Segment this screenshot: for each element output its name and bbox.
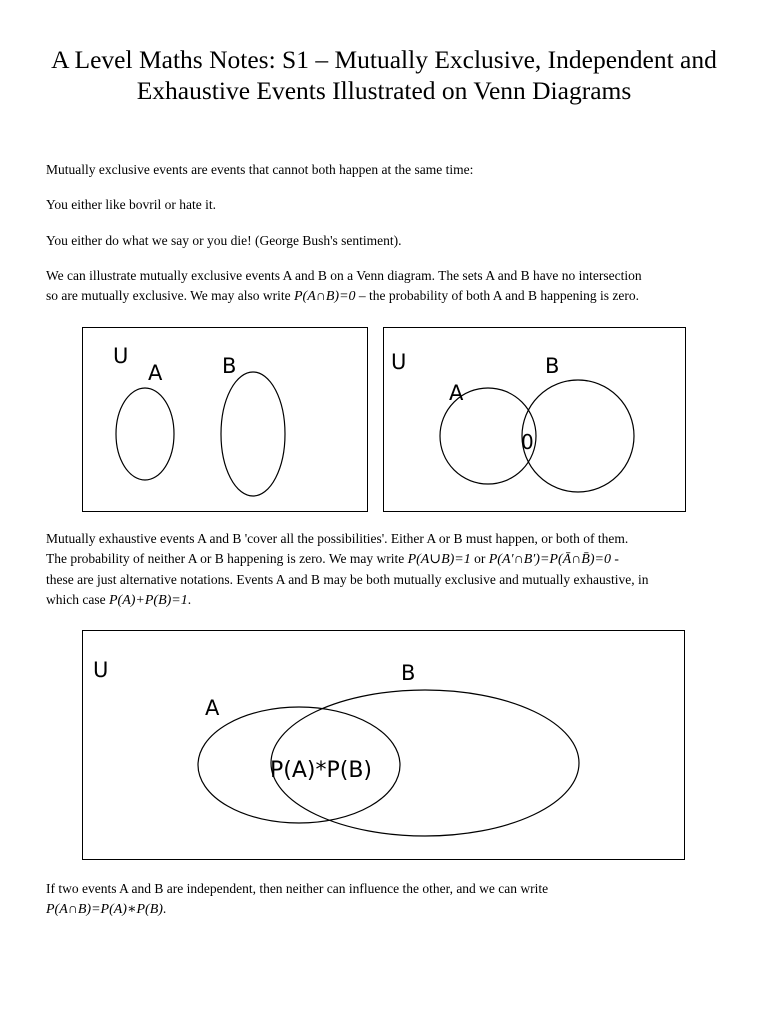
venn-diagram-independent — [82, 630, 685, 860]
paragraph-exhaustive-line-2 — [46, 549, 726, 570]
set-b-label: B — [222, 354, 237, 378]
page-title-line-1: A Level Maths Notes: S1 – Mutually Exclusive, Independent and — [51, 45, 717, 74]
paragraph-bovril-example: You either like bovril or hate it. — [46, 197, 216, 212]
paragraph-exhaustive-line-3: these are just alternative notations. Events A and B may be both mutually exclusive and mutually exhaustive, in — [46, 572, 649, 587]
text-run: so are mutually exclusive. We may also write — [46, 288, 291, 303]
paragraph-venn-intro — [46, 266, 726, 307]
text-run: which case — [46, 592, 106, 607]
formula-intersection-zero: P(A∩B)=0 — [293, 289, 356, 304]
paragraph-venn-intro-line-1: We can illustrate mutually exclusive events A and B on a Venn diagram. The sets A and B have no intersection — [46, 268, 642, 283]
set-b-label: B — [545, 354, 560, 378]
paragraph-exhaustive — [46, 529, 726, 611]
formula-union-one: P(A∪B)=1 — [407, 552, 471, 567]
venn-diagram-disjoint — [82, 327, 368, 512]
paragraph-exhaustive-line-1: Mutually exhaustive events A and B 'cover all the possibilities'. Either A or B must happen, or both of them. — [46, 531, 629, 546]
paragraph-exhaustive-line-4 — [46, 590, 726, 611]
paragraph-independent — [46, 879, 726, 920]
set-a-label: A — [205, 696, 220, 720]
paragraph-definition: Mutually exclusive events are events that cannot both happen at the same time: — [46, 162, 474, 177]
venn-disjoint-svg — [83, 328, 367, 511]
intersection-product-label: P(A)*P(B) — [270, 758, 373, 783]
text-run: - — [614, 551, 619, 566]
page-title-line-2: Exhaustive Events Illustrated on Venn Diagrams — [136, 76, 632, 105]
universal-set-label: U — [93, 658, 109, 682]
formula-independence: P(A∩B)=P(A)∗P(B) — [46, 902, 163, 917]
text-run: . — [187, 592, 192, 607]
page-title — [0, 44, 768, 106]
formula-complement-zero: P(A′∩B′)=P(Ā∩B̄)=0 — [488, 552, 611, 567]
set-a-label: A — [148, 361, 163, 385]
paragraph-venn-intro-line-2 — [46, 286, 726, 307]
text-run: – the probability of both A and B happening is zero. — [358, 288, 639, 303]
paragraph-independent-line-2 — [46, 899, 726, 920]
text-run: . — [162, 901, 167, 916]
venn-zero-svg — [384, 328, 685, 511]
set-b-circle — [522, 380, 634, 492]
set-a-label: A — [449, 381, 464, 405]
text-run: or — [474, 551, 486, 566]
venn-independent-svg — [83, 631, 684, 859]
text-run: The probability of neither A or B happening is zero. We may write — [46, 551, 405, 566]
set-a-ellipse — [116, 388, 174, 480]
paragraph-independent-line-1: If two events A and B are independent, then neither can influence the other, and we can write — [46, 881, 549, 896]
formula-sum-one: P(A)+P(B)=1 — [108, 593, 188, 608]
paragraph-bush-example: You either do what we say or you die! (George Bush's sentiment). — [46, 233, 402, 248]
universal-set-label: U — [113, 344, 129, 368]
set-b-ellipse — [221, 372, 285, 496]
intersection-zero-label: 0 — [521, 430, 534, 454]
venn-diagram-zero-intersection — [383, 327, 686, 512]
set-b-label: B — [401, 661, 416, 685]
universal-set-label: U — [391, 350, 407, 374]
